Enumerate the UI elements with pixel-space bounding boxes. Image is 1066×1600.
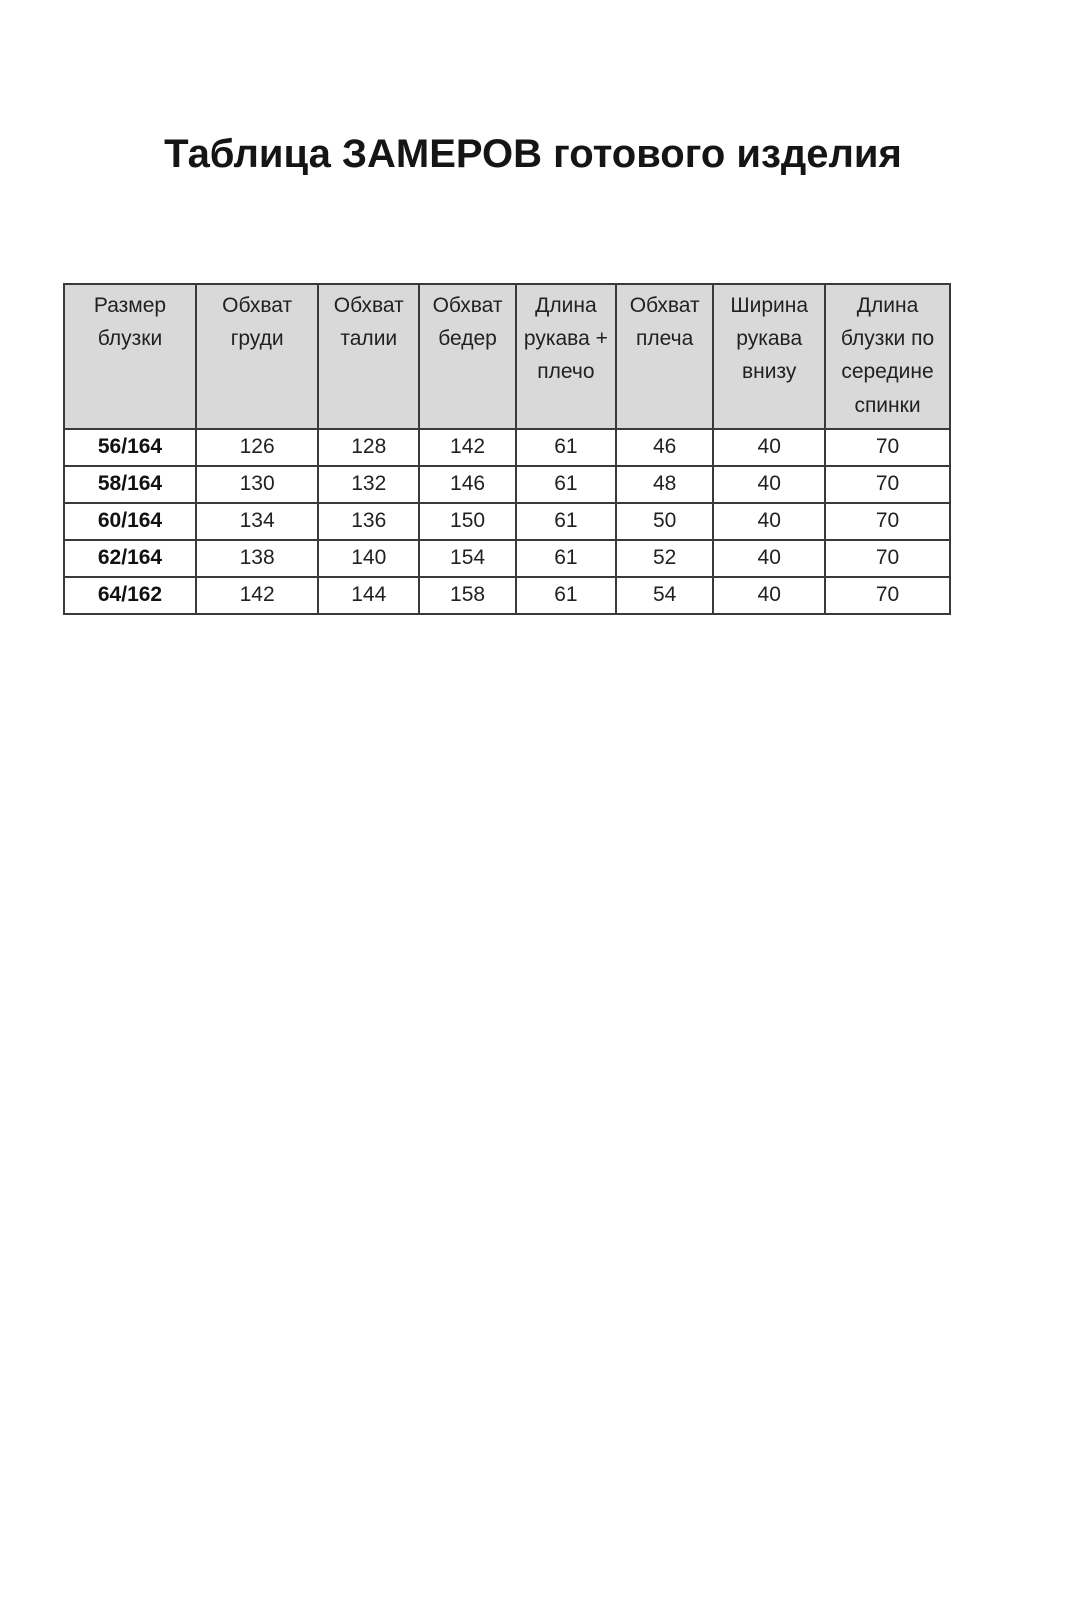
value-cell: 154 [419,540,516,577]
column-header-sleeve-bottom-width: Ширина рукава внизу [713,284,825,429]
value-cell: 140 [318,540,419,577]
table-row [64,466,950,503]
value-cell: 138 [196,540,318,577]
value-cell: 40 [713,503,825,540]
value-cell: 61 [516,577,616,614]
size-cell: 58/164 [64,466,196,503]
column-header-size: Размер блузки [64,284,196,429]
value-cell: 136 [318,503,419,540]
value-cell: 70 [825,503,950,540]
value-cell: 142 [419,429,516,466]
column-header-back-length: Длина блузки по середине спинки [825,284,950,429]
table-row [64,540,950,577]
value-cell: 146 [419,466,516,503]
value-cell: 46 [616,429,713,466]
value-cell: 61 [516,503,616,540]
value-cell: 70 [825,466,950,503]
table-row [64,577,950,614]
value-cell: 40 [713,429,825,466]
value-cell: 70 [825,540,950,577]
table-header-row [64,284,950,429]
value-cell: 52 [616,540,713,577]
value-cell: 70 [825,429,950,466]
size-cell: 56/164 [64,429,196,466]
value-cell: 132 [318,466,419,503]
value-cell: 54 [616,577,713,614]
value-cell: 130 [196,466,318,503]
size-cell: 62/164 [64,540,196,577]
value-cell: 40 [713,466,825,503]
column-header-hips: Обхват бедер [419,284,516,429]
value-cell: 150 [419,503,516,540]
size-cell: 60/164 [64,503,196,540]
value-cell: 142 [196,577,318,614]
value-cell: 126 [196,429,318,466]
column-header-waist: Обхват талии [318,284,419,429]
page-title: Таблица ЗАМЕРОВ готового изделия [164,132,902,176]
value-cell: 61 [516,540,616,577]
value-cell: 134 [196,503,318,540]
value-cell: 144 [318,577,419,614]
table-row [64,429,950,466]
value-cell: 70 [825,577,950,614]
value-cell: 40 [713,577,825,614]
value-cell: 50 [616,503,713,540]
table-row [64,503,950,540]
value-cell: 61 [516,466,616,503]
value-cell: 48 [616,466,713,503]
value-cell: 40 [713,540,825,577]
column-header-bust: Обхват груди [196,284,318,429]
size-cell: 64/162 [64,577,196,614]
measurements-table [63,283,951,615]
column-header-sleeve-plus-shoulder: Длина рукава + плечо [516,284,616,429]
column-header-upper-arm: Обхват плеча [616,284,713,429]
value-cell: 61 [516,429,616,466]
value-cell: 158 [419,577,516,614]
value-cell: 128 [318,429,419,466]
